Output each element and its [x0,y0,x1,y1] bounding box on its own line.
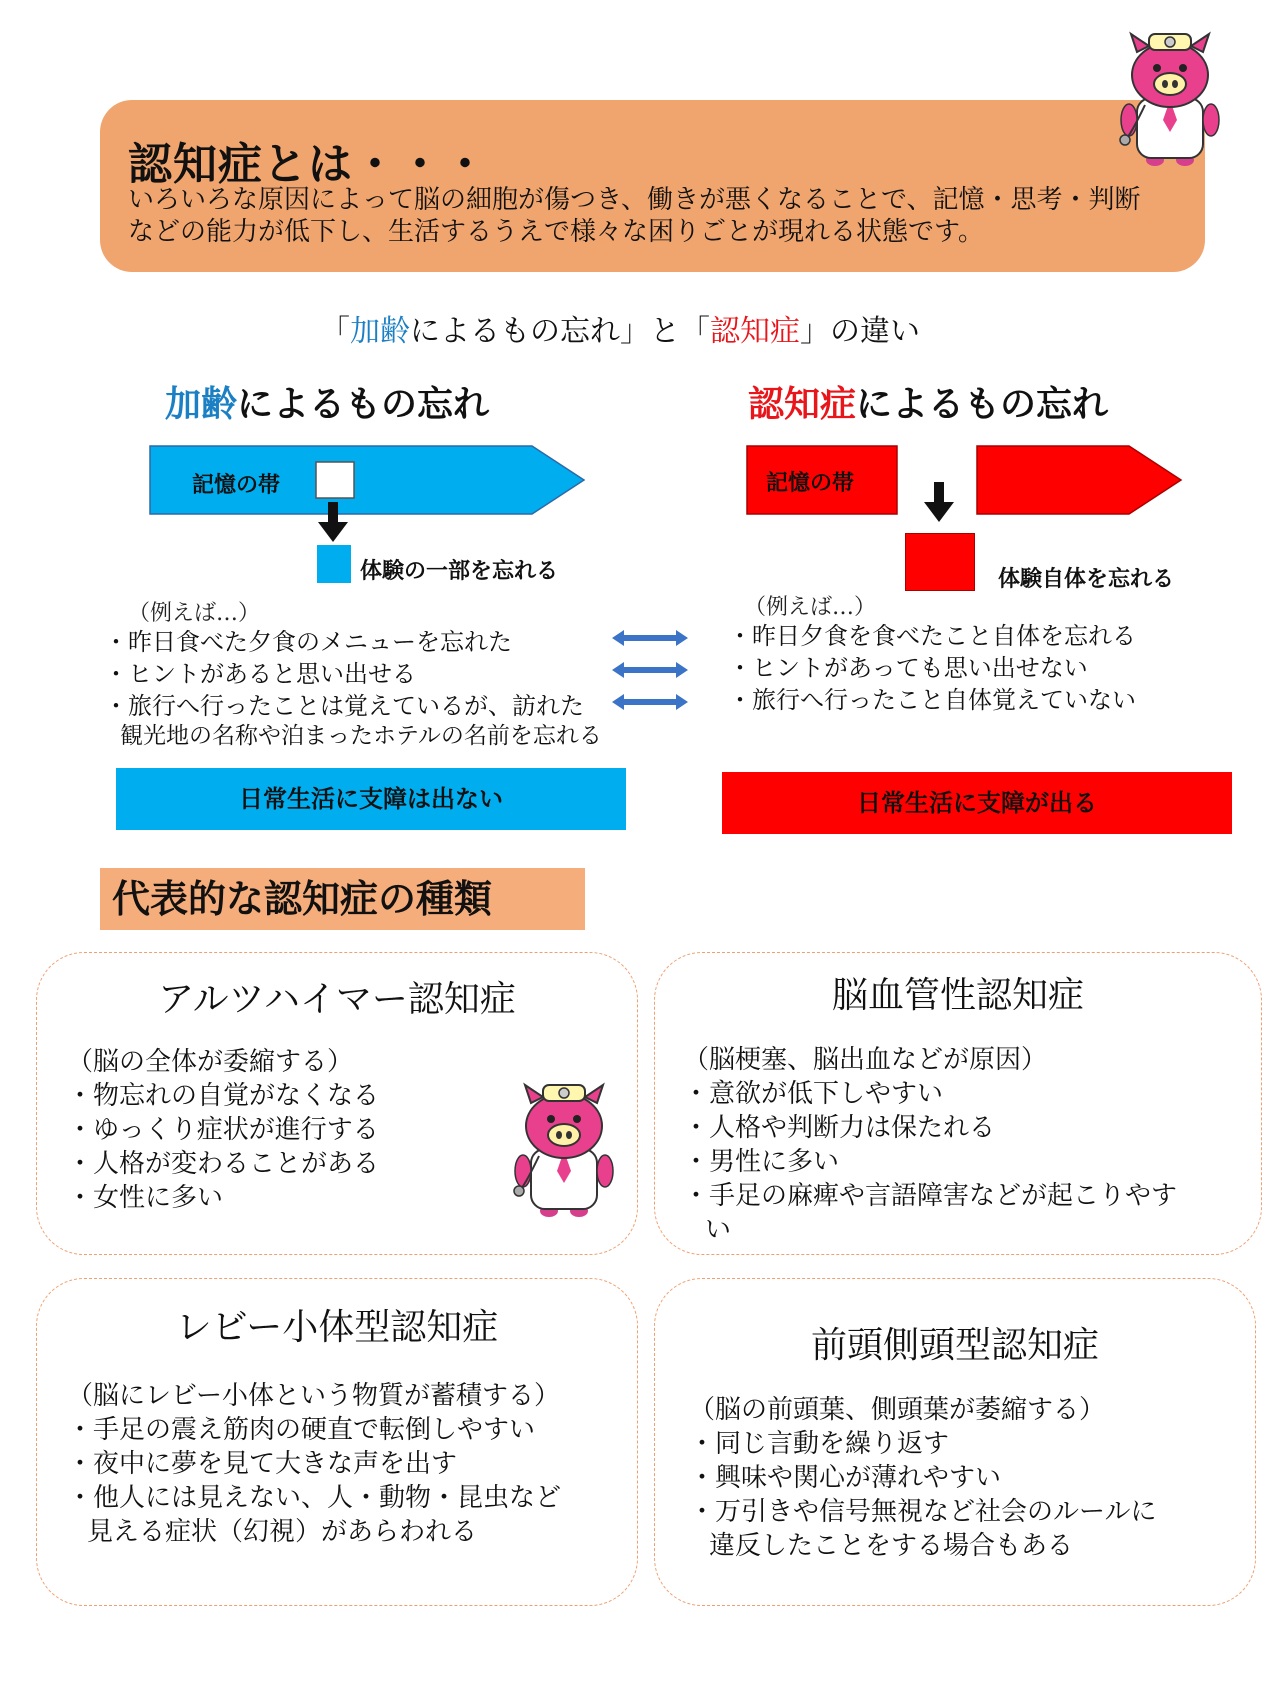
dementia-lost-whole [905,533,975,591]
card-title: 前頭側頭型認知症 [810,1325,1099,1366]
card-line: い [705,1215,732,1245]
card-line: ・男性に多い [683,1147,840,1177]
card-line: 見える症状（幻視）があらわれる [87,1517,478,1547]
aging-lost-part [317,545,351,583]
aging-example-3-cont: 観光地の名称や泊まったホテルの名前を忘れる [120,723,602,749]
comparison-title [0,306,1240,350]
card-frontotemporal [654,1278,1256,1606]
card-line: ・手足の麻痺や言語障害などが起こりやす [683,1181,1178,1211]
card-line: ・他人には見えない、人・動物・昆虫など [67,1483,562,1513]
definition-text [128,184,1188,248]
card-line: ・ゆっくり症状が進行する [67,1115,379,1145]
aging-band-label: 記憶の帯 [192,473,281,498]
card-alzheimer [36,952,638,1255]
card-line: （脳にレビー小体という物質が蓄積する） [67,1381,560,1411]
card-vascular [654,952,1262,1255]
card-line: ・興味や関心が薄れやすい [689,1463,1002,1493]
card-line: （脳の前頭葉、側頭葉が萎縮する） [689,1395,1106,1425]
dementia-band-label: 記憶の帯 [766,471,855,496]
title-bracket: 「 [320,314,350,349]
pig-doctor-mascot-icon [509,1071,619,1221]
dementia-heading-term: 認知症 [748,384,857,425]
aging-example-1: ・昨日食べた夕食のメニューを忘れた [104,628,512,656]
aging-example-2: ・ヒントがあると思い出せる [104,660,416,688]
card-line: （脳梗塞、脳出血などが原因） [683,1045,1048,1075]
card-title: レビー小体型認知症 [175,1307,499,1348]
card-line: （脳の全体が委縮する） [67,1047,354,1077]
card-line: ・万引きや信号無視など社会のルールに [689,1497,1157,1527]
dementia-example-2: ・ヒントがあっても思い出せない [728,654,1088,682]
title-term-aging: 加齢 [350,314,410,349]
dementia-experience-label: 体験自体を忘れる [998,567,1175,592]
dementia-heading [748,376,1108,427]
dementia-result-box: 日常生活に支障が出る [722,772,1232,834]
card-line: ・手足の震え筋肉の硬直で転倒しやすい [67,1415,536,1445]
card-line: ・人格が変わることがある [67,1149,380,1179]
aging-heading-rest: によるもの忘れ [237,384,490,425]
page-title: 認知症とは・・・ [128,139,488,190]
title-term-dementia: 認知症 [710,314,800,349]
card-line: 違反したことをする場合もある [709,1531,1074,1561]
card-lewy-body [36,1278,638,1606]
arrow-down-icon [318,502,348,544]
card-title: 脳血管性認知症 [831,975,1084,1016]
double-arrow-icon [612,628,688,718]
card-line: ・人格や判断力は保たれる [683,1113,996,1143]
dementia-example-1: ・昨日夕食を食べたこと自体を忘れる [728,622,1136,650]
aging-experience-label: 体験の一部を忘れる [360,559,559,584]
definition-line-1: いろいろな原因によって脳の細胞が傷つき、働きが悪くなることで、記憶・思考・判断 [128,185,1141,215]
card-line: ・同じ言動を繰り返す [689,1429,950,1459]
card-line: ・夜中に夢を見て大きな声を出す [67,1449,458,1479]
aging-heading-term: 加齢 [165,384,238,425]
pig-doctor-mascot-icon [1115,20,1225,170]
dementia-example-head: （例えば…） [744,595,877,620]
definition-line-2: などの能力が低下し、生活するうえで様々な困りごとが現れる状態です。 [128,217,984,247]
card-title: アルツハイマー認知症 [158,979,516,1020]
card-line: ・意欲が低下しやすい [683,1079,944,1109]
title-mid: によるもの忘れ」と「 [410,314,710,349]
arrow-down-icon [924,482,954,524]
aging-heading [165,376,489,427]
types-heading: 代表的な認知症の種類 [100,868,585,930]
title-end: 」の違い [800,314,920,349]
aging-result-box: 日常生活に支障は出ない [116,768,626,830]
card-line: ・女性に多い [67,1183,224,1213]
dementia-heading-rest: によるもの忘れ [856,384,1109,425]
aging-example-head: （例えば…） [128,601,261,626]
dementia-example-3: ・旅行へ行ったこと自体覚えていない [728,686,1136,714]
aging-example-3: ・旅行へ行ったことは覚えているが、訪れた [104,692,584,720]
card-line: ・物忘れの自覚がなくなる [67,1081,380,1111]
